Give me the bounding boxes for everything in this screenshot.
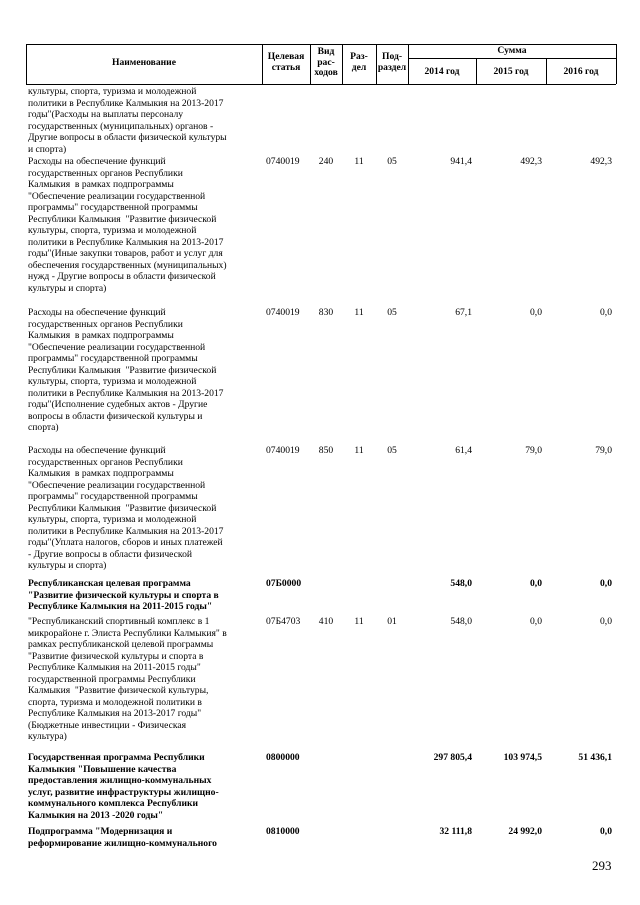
row-name-line: Государственная программа Республики: [28, 752, 205, 763]
header-2014: 2014 год: [424, 66, 460, 77]
row-y2015: 0,0: [530, 616, 542, 627]
row-razdel: 11: [354, 156, 364, 167]
row-vid: 830: [318, 307, 334, 318]
row-name-line: программы" государственной программы: [28, 491, 198, 502]
row-name-line: Республике Калмыкия на 2011-2015 годы": [28, 662, 201, 673]
header-divider: [342, 44, 343, 84]
row-name-line: культуры, спорта, туризма и молодежной: [28, 86, 197, 97]
header-podrazdel-line2: раздел: [377, 61, 407, 73]
row-razdel: 11: [354, 307, 364, 318]
row-name-line: политики в Республике Калмыкия на 2013-2017: [28, 236, 224, 248]
header-vid-line3: ходов: [314, 67, 338, 78]
header-sum-border: [408, 58, 616, 59]
row-name-line: "Республиканский спортивный комплекс в 1: [28, 616, 210, 627]
row-name-line: культуры и спорта): [28, 282, 107, 294]
row-name: [28, 752, 262, 821]
header-divider: [376, 44, 377, 84]
row-name: [28, 445, 262, 572]
row-code: 0810000: [266, 826, 300, 837]
row-name-line: Республике Калмыкия на 2013-2017 годы": [28, 708, 202, 719]
row-name-line: государственных органов Республики: [28, 167, 183, 179]
row-podrazdel: 05: [387, 307, 397, 318]
row-y2015: 0,0: [530, 578, 542, 589]
row-code: 0740019: [266, 445, 300, 456]
row-name-line: культуры, спорта, туризма и молодежной: [28, 514, 197, 525]
row-code: 0800000: [266, 752, 300, 763]
row-name-line: политики в Республике Калмыкия на 2013-2017: [28, 387, 224, 399]
header-divider: [616, 44, 617, 84]
row-y2016: 79,0: [595, 445, 612, 456]
row-vid: 240: [318, 156, 334, 167]
row-code: 0740019: [266, 307, 300, 318]
row-name-line: Республики Калмыкия "Развитие физической: [28, 213, 217, 225]
row-name-line: годы"(Исполнение судебных актов - Другие: [28, 399, 208, 410]
row-podrazdel: 05: [387, 445, 397, 456]
row-name-line: Расходы на обеспечение функций: [28, 156, 166, 167]
header-vid-col: [310, 47, 342, 79]
header-divider: [310, 44, 311, 84]
row-name-line: Другие вопросы в области физической культуры: [28, 132, 227, 143]
row-name-line: государственных органов Республики: [28, 456, 183, 468]
row-y2016: 0,0: [600, 307, 612, 318]
row-name-line: услуг, развитие инфраструктуры жилищно-: [28, 786, 219, 798]
header-divider: [26, 44, 27, 84]
row-name-line: Республиканская целевая программа: [28, 578, 191, 589]
header-top-border: [26, 44, 616, 45]
row-name-line: обеспечения государственных (муниципальных): [28, 259, 227, 271]
row-name-line: годы"(Иные закупки товаров, работ и услуг для: [28, 248, 223, 259]
row-y2015: 492,3: [520, 156, 542, 167]
header-bottom-border: [26, 84, 616, 85]
row-name-line: реформирование жилищно-коммунального: [28, 837, 217, 849]
header-2016: 2016 год: [563, 66, 599, 77]
row-code: 07Б4703: [266, 616, 301, 627]
row-name-line: годы"(Уплата налогов, сборов и иных платежей: [28, 537, 223, 548]
row-name-line: вопросы в области физической культуры и: [28, 410, 203, 422]
row-name-line: культура): [28, 731, 67, 742]
row-y2015: 24 992,0: [508, 826, 542, 837]
row-code: 07Б0000: [266, 578, 302, 589]
header-divider: [546, 58, 547, 84]
row-razdel: 11: [354, 445, 364, 456]
row-y2015: 103 974,5: [503, 752, 542, 763]
row-vid: 850: [318, 445, 334, 456]
row-name: [28, 307, 262, 434]
row-vid: 410: [318, 616, 334, 627]
header-podrazdel-line1: Под-: [381, 51, 403, 62]
row-y2014: 548,0: [450, 578, 472, 589]
row-razdel: 11: [354, 616, 364, 627]
row-y2015: 79,0: [525, 445, 542, 456]
header-razdel-line1: Раз-: [350, 51, 368, 62]
row-name-line: государственных органов Республики: [28, 318, 183, 330]
row-y2016: 0,0: [600, 578, 612, 589]
row-name-line: государственных (муниципальных) органов -: [28, 120, 214, 132]
header-razdel-col: [342, 52, 376, 73]
row-name: [28, 578, 262, 613]
row-code: 0740019: [266, 156, 300, 167]
header-divider: [408, 44, 409, 84]
row-podrazdel: 05: [387, 156, 397, 167]
row-name: [28, 616, 262, 743]
header-podrazdel-col: [376, 52, 408, 73]
row-name: [28, 86, 262, 155]
row-y2014: 941,4: [450, 156, 472, 167]
row-name-line: Калмыкия "Повышение качества: [28, 763, 177, 775]
row-y2014: 61,4: [455, 445, 472, 456]
row-y2014: 297 805,4: [433, 752, 472, 763]
row-name-line: годы"(Расходы на выплаты персоналу: [28, 109, 184, 120]
header-target-line1: Целевая: [267, 51, 305, 62]
row-name-line: Калмыкия на 2013 -2020 годы": [28, 809, 164, 821]
row-name-line: - Другие вопросы в области физической: [28, 548, 193, 560]
header-sum: Сумма: [497, 45, 527, 56]
row-name-line: культуры и спорта): [28, 560, 107, 571]
header-target-col: [262, 52, 310, 73]
row-y2016: 0,0: [600, 616, 612, 627]
row-name-line: программы" государственной программы: [28, 202, 198, 213]
row-name-line: программы" государственной программы: [28, 353, 198, 364]
row-name-line: политики в Республике Калмыкия на 2013-2017: [28, 97, 224, 109]
row-name-line: "Обеспечение реализации государственной: [28, 190, 206, 202]
row-name-line: "Развитие физической культуры и спорта в: [28, 650, 204, 662]
row-name-line: спорта, туризма и молодежной политики в: [28, 696, 202, 708]
row-y2016: 51 436,1: [578, 752, 612, 763]
header-divider: [262, 44, 263, 84]
row-name-line: Подпрограмма "Модернизация и: [28, 826, 173, 837]
row-name-line: Калмыкия "Развитие физической культуры,: [28, 685, 209, 696]
header-name: Наименование: [112, 57, 176, 68]
row-name-line: Калмыкия в рамках подпрограммы: [28, 179, 174, 190]
row-name-line: коммунального комплекса Республики: [28, 798, 199, 809]
row-name-line: (Бюджетные инвестиции - Физическая: [28, 719, 187, 731]
row-y2016: 0,0: [600, 826, 612, 837]
row-name-line: и спорта): [28, 143, 67, 155]
header-razdel-line2: дел: [351, 61, 367, 73]
row-name-line: Республики Калмыкия "Развитие физической: [28, 364, 217, 376]
row-y2015: 0,0: [530, 307, 542, 318]
row-name-line: Расходы на обеспечение функций: [28, 307, 166, 318]
header-2015: 2015 год: [493, 66, 529, 77]
row-name: [28, 156, 262, 294]
row-y2014: 67,1: [455, 307, 472, 318]
row-name-line: микрорайоне г. Элиста Республики Калмыкия" в: [28, 627, 227, 639]
row-name-line: "Обеспечение реализации государственной: [28, 341, 206, 353]
row-name-line: Калмыкия в рамках подпрограммы: [28, 330, 174, 341]
row-y2014: 32 111,8: [439, 826, 472, 837]
row-name-line: рамках республиканской целевой программы: [28, 639, 214, 650]
header-target-line2: статья: [271, 61, 301, 73]
row-name-line: Расходы на обеспечение функций: [28, 445, 166, 456]
row-name-line: культуры, спорта, туризма и молодежной: [28, 376, 197, 387]
row-name-line: политики в Республике Калмыкия на 2013-2017: [28, 525, 224, 537]
header-vid-line1: Вид: [317, 46, 335, 57]
row-name-line: "Развитие физической культуры и спорта в: [28, 589, 219, 601]
row-name-line: Калмыкия в рамках подпрограммы: [28, 468, 174, 479]
row-name-line: государственной программы Республики: [28, 673, 196, 685]
row-name-line: спорта): [28, 422, 59, 433]
row-name-line: нужд - Другие вопросы в области физической: [28, 271, 216, 282]
page-number: 293: [592, 858, 612, 873]
row-podrazdel: 01: [387, 616, 397, 627]
row-name-line: культуры, спорта, туризма и молодежной: [28, 225, 197, 236]
row-name: [28, 826, 262, 849]
row-name-line: Республики Калмыкия "Развитие физической: [28, 502, 217, 514]
row-name-line: Республике Калмыкия на 2011-2015 годы": [28, 601, 213, 612]
header-vid-line2: рас-: [317, 56, 335, 68]
row-y2016: 492,3: [590, 156, 612, 167]
header-divider: [476, 58, 477, 84]
row-name-line: предоставления жилищно-коммунальных: [28, 775, 212, 786]
row-y2014: 548,0: [450, 616, 472, 627]
row-name-line: "Обеспечение реализации государственной: [28, 479, 206, 491]
